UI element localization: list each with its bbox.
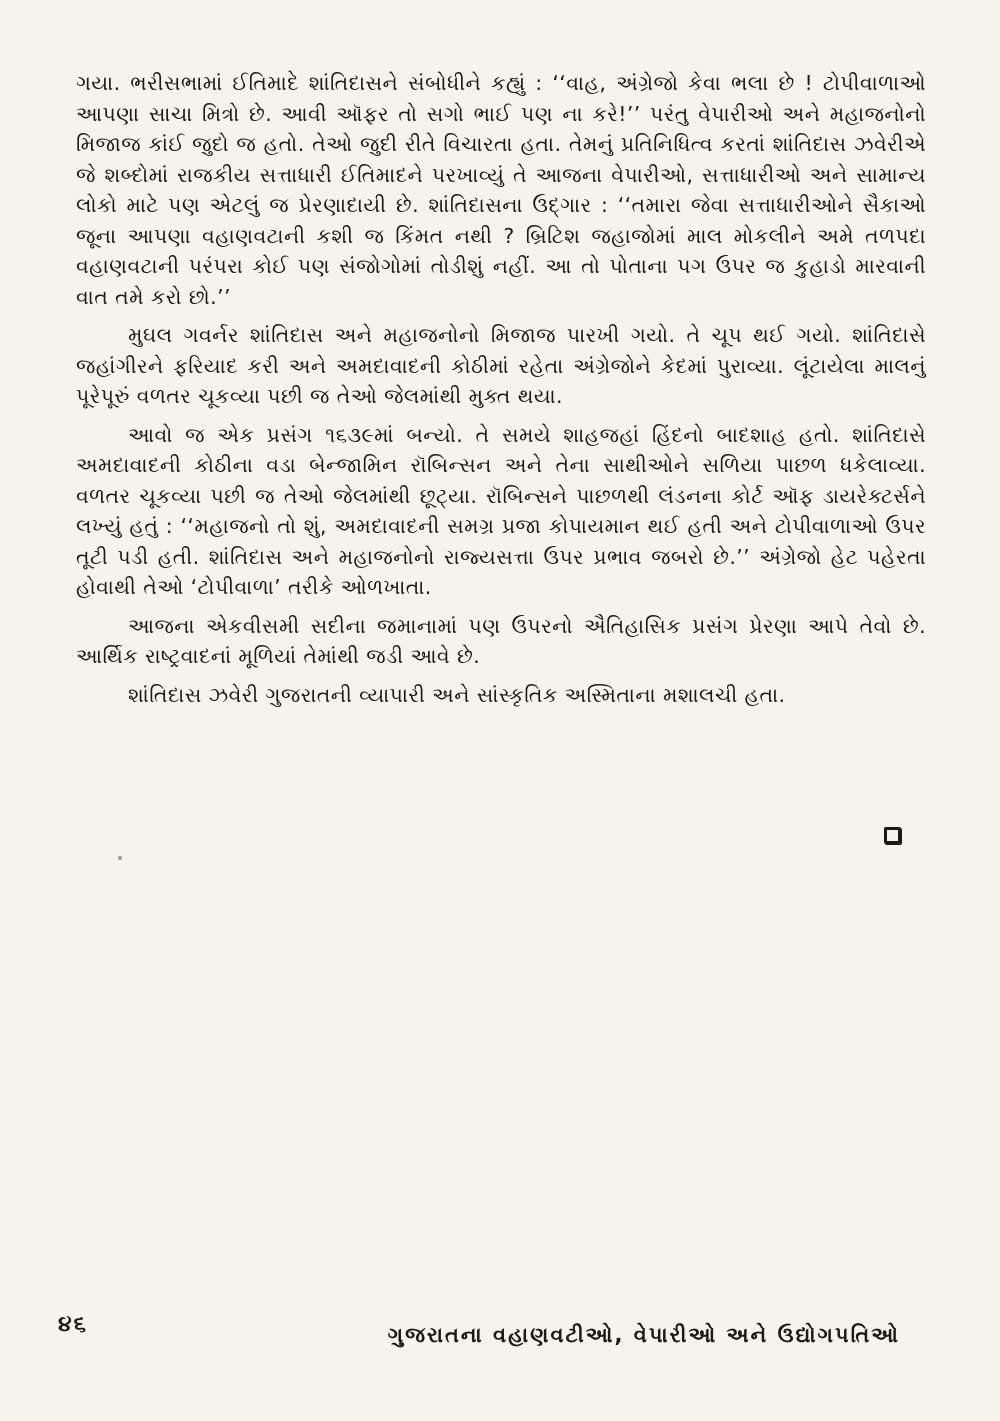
page-body <box>76 68 926 718</box>
paragraph-closing-statement: શાંતિદાસ ઝવેરી ગુજરાતની વ્યાપારી અને સાંસ્કૃતિક અસ્મિતાના મશાલચી હતા. <box>128 682 786 707</box>
hollow-square-icon <box>884 827 901 844</box>
paragraph-modern-relevance: આજના એકવીસમી સદીના જમાનામાં પણ ઉપરનો ઐતિહાસિક પ્રસંગ પ્રેરણા આપે તેવો છે. આર્થિક રાષ્ટ્રવાદનાં મૂળિયાં તેમાંથી જડી આવે છે. <box>76 613 926 668</box>
paper-speck <box>118 856 122 860</box>
running-footer-title: ગુજરાતના વહાણવટીઓ, વેપારીઓ અને ઉદ્યોગપતિઓ <box>387 1323 900 1347</box>
paragraph-ittimad-address: ગયા. ભરીસભામાં ઈતિમાદે શાંતિદાસને સંબોધીને કહ્યું : ‘‘વાહ, અંગ્રેજો કેવા ભલા છે ! ટોપીવાળાઓ આપણા સાચા મિત્રો છે. આવી ઑફર તો સગો ભાઈ પણ ના કરે!’’ પરંતુ વેપારીઓ અને મહાજનોનો મિજાજ કાંઈ જુદો જ હતો. તેઓ જુદી રીતે વિચારતા હતા. તેમનું પ્રતિનિધિત્વ કરતાં શાંતિદાસ ઝવેરીએ જે શબ્દોમાં રાજકીય સત્તાધારી ઈતિમાદને પરખાવ્યું તે આજના વેપારીઓ, સત્તાધારીઓ અને સામાન્ય લોકો માટે પણ એટલું જ પ્રેરણાદાયી છે. શાંતિદાસના ઉદ્ગાર : ‘‘તમારા જેવા સત્તાધારીઓને સૈકાઓ જૂના આપણા વહાણવટાની કશી જ કિંમત નથી ? બ્રિટિશ જહાજોમાં માલ મોકલીને અમે તળપદા વહાણવટાની પરંપરા કોઈ પણ સંજોગોમાં તોડીશું નહીં. આ તો પોતાના પગ ઉપર જ કુહાડો મારવાની વાત તમે કરો છો.’’ <box>76 71 926 309</box>
page-number: ૪૬ <box>58 1312 88 1337</box>
paragraph-1639-incident: આવો જ એક પ્રસંગ ૧૬૩૯માં બન્યો. તે સમયે શાહજહાં હિંદનો બાદશાહ હતો. શાંતિદાસે અમદાવાદની કોઠીના વડા બેન્જામિન રૉબિન્સન અને તેના સાથીઓને સળિયા પાછળ ધકેલાવ્યા. વળતર ચૂકવ્યા પછી જ તેઓ જેલમાંથી છૂટ્યા. રૉબિન્સને પાછળથી લંડનના કોર્ટ ઑફ ડાયરેક્ટર્સને લખ્યું હતું : ‘‘મહાજનો તો શું, અમદાવાદની સમગ્ર પ્રજા કોપાયમાન થઈ હતી અને ટોપીવાળાઓ ઉપર તૂટી પડી હતી. શાંતિદાસ અને મહાજનોનો રાજ્યસત્તા ઉપર પ્રભાવ જબરો છે.’’ અંગ્રેજો હેટ પહેરતા હોવાથી તેઓ ‘ટોપીવાળા’ તરીકે ઓળખાતા. <box>76 422 926 599</box>
paragraph-mughal-governor: મુઘલ ગવર્નર શાંતિદાસ અને મહાજનોનો મિજાજ પારખી ગયો. તે ચૂપ થઈ ગયો. શાંતિદાસે જહાંગીરને ફરિયાદ કરી અને અમદાવાદની કોઠીમાં રહેતા અંગ્રેજોને કેદમાં પુરાવ્યા. લૂંટાયેલા માલનું પૂરેપૂરું વળતર ચૂકવ્યા પછી જ તેઓ જેલમાંથી મુક્ત થયા. <box>76 323 926 408</box>
